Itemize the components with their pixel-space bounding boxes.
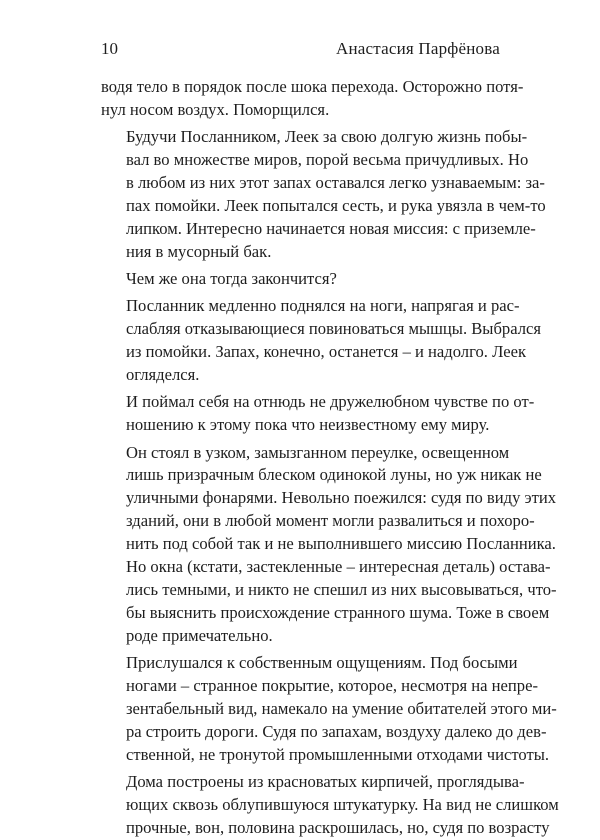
page-number: 10 <box>101 39 118 58</box>
text-line: из помойки. Запах, конечно, останется – и надолго. Леек <box>126 342 527 362</box>
text-line: Будучи Посланником, Леек за свою долгую жизнь побы- <box>126 127 528 147</box>
text-line: лись темными, и никто не спешил из них высовываться, что- <box>126 579 557 599</box>
paragraph <box>101 268 500 291</box>
text-line: Дома построены из красноватых кирпичей, проглядыва- <box>126 772 525 792</box>
text-line: Но окна (кстати, застекленные – интересная деталь) остава- <box>126 557 551 577</box>
book-author: Анастасия Парфёнова <box>336 39 500 58</box>
text-line: Он стоял в узком, замызганном переулке, освещенном <box>126 442 510 462</box>
text-line: пах помойки. Леек попытался сесть, и рука увязла в чем-то <box>126 195 546 215</box>
text-line: ногами – странное покрытие, которое, несмотря на непре- <box>126 676 538 695</box>
text-line: липком. Интересно начинается новая миссия: с приземле- <box>126 218 536 238</box>
body-text <box>101 76 559 840</box>
paragraph <box>101 295 541 387</box>
text-line: зданий, они в любой момент могли развалиться и похоро- <box>126 511 535 531</box>
text-line: нить под собой так и не выполнившего миссию Посланника. <box>126 534 556 554</box>
paragraph <box>101 76 524 122</box>
text-line: уличными фонарями. Невольно поежился: судя по виду этих <box>126 488 557 508</box>
paragraph <box>101 391 535 437</box>
text-line: зентабельный вид, намекало на умение обитателей этого ми- <box>126 698 557 718</box>
text-line: прочные, вон, половина раскрошилась, но, судя по возрасту <box>126 817 550 837</box>
text-line: ственной, не тронутой промышленными отходами чистоты. <box>126 744 550 764</box>
text-line: И поймал себя на отнюдь не дружелюбном чувстве по от- <box>126 392 535 412</box>
text-line: Прислушался к собственным ощущениям. Под босыми <box>126 653 518 673</box>
text-line: Посланник медленно поднялся на ноги, напрягая и рас- <box>126 296 520 316</box>
text-line: в любом из них этот запах оставался легко узнаваемым: за- <box>126 173 545 193</box>
paragraph <box>101 652 557 767</box>
paragraph <box>101 442 557 648</box>
text-line: нул носом воздух. Поморщился. <box>101 99 330 119</box>
text-line: вал во множестве миров, порой весьма причудливых. Но <box>126 150 529 170</box>
text-line: ния в мусорный бак. <box>126 241 272 261</box>
text-line: лишь призрачным блеском одинокой луны, но уж никак не <box>126 465 542 485</box>
running-head <box>101 37 500 61</box>
paragraph <box>101 126 546 263</box>
text-line: бы выяснить происхождение странного шума. Тоже в своем <box>126 602 550 622</box>
text-line: водя тело в порядок после шока перехода. Осторожно потя- <box>101 77 524 96</box>
text-line: ношению к этому пока что неизвестному ему миру. <box>126 415 490 435</box>
text-line: огляделся. <box>126 365 200 385</box>
text-line: слабляя отказывающиеся повиноваться мышцы. Выбрался <box>126 319 541 339</box>
text-line: роде примечательно. <box>126 625 273 645</box>
text-line: ра строить дороги. Судя по запахам, воздуху далеко до дев- <box>126 721 547 741</box>
text-line: Чем же она тогда закончится? <box>126 269 337 289</box>
text-line: ющих сквозь облупившуюся штукатурку. На вид не слишком <box>126 794 559 814</box>
paragraph <box>101 771 559 840</box>
